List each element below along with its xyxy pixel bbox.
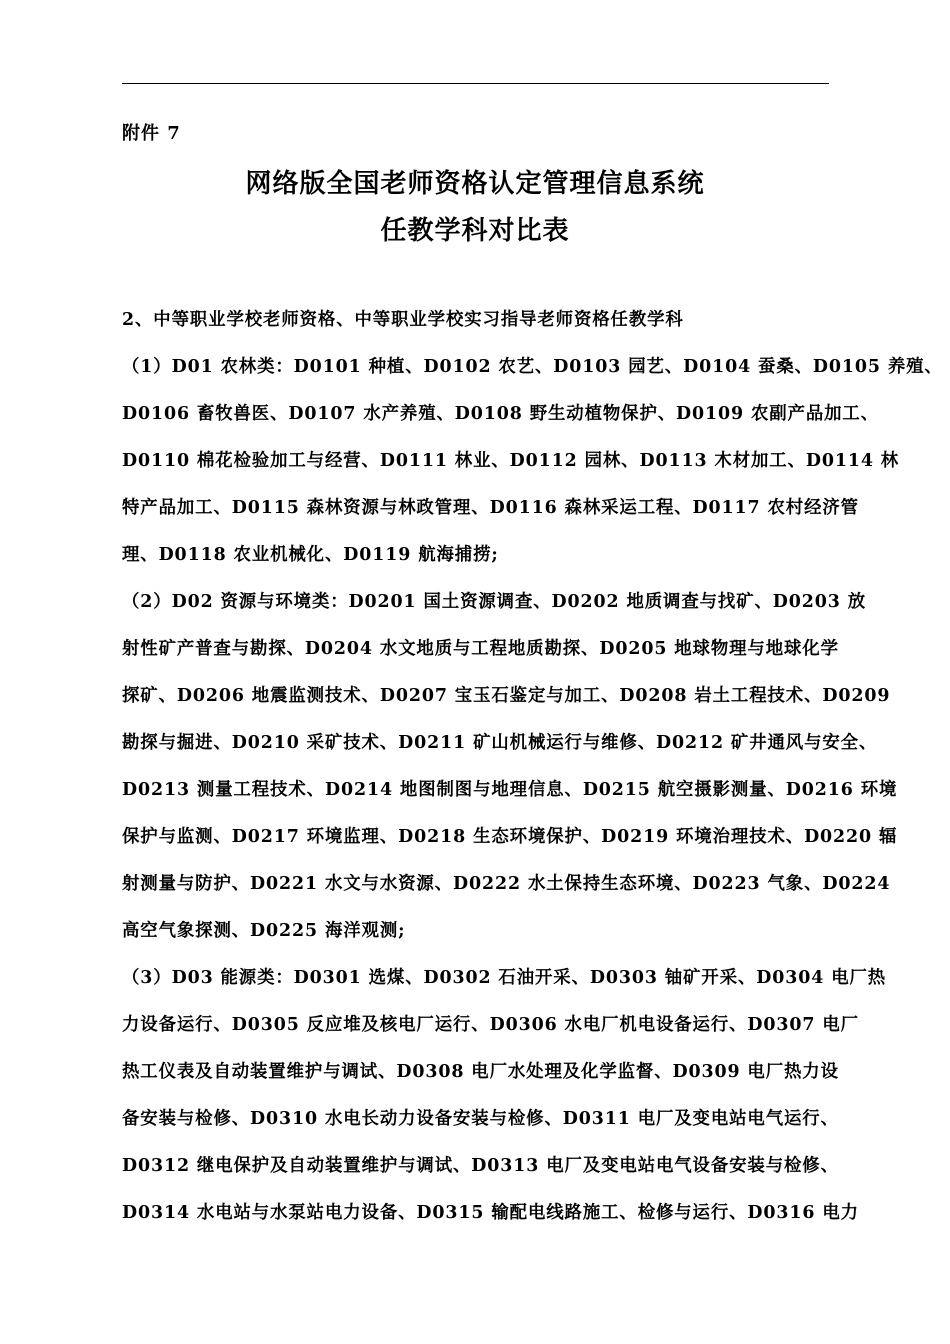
- body-line: （2）D02 资源与环境类：D0201 国土资源调查、D0202 地质调查与找矿、D0203 放: [122, 592, 867, 612]
- body-line: 保护与监测、D0217 环境监理、D0218 生态环境保护、D0219 环境治理技术、D0220 辐: [122, 827, 898, 847]
- body-line: 理、D0118 农业机械化、D0119 航海捕捞;: [122, 545, 499, 565]
- body-line: D0110 棉花检验加工与经营、D0111 林业、D0112 园林、D0113 木材加工、D0114 林: [122, 451, 900, 471]
- body-line: D0314 水电站与水泵站电力设备、D0315 输配电线路施工、检修与运行、D0316 电力: [122, 1203, 859, 1223]
- body-line: 备安装与检修、D0310 水电长动力设备安装与检修、D0311 电厂及变电站电气运行、: [122, 1109, 839, 1129]
- body-line: 2、中等职业学校老师资格、中等职业学校实习指导老师资格任教学科: [122, 310, 684, 330]
- body-line: 射测量与防护、D0221 水文与水资源、D0222 水土保持生态环境、D0223 气象、D0224: [122, 874, 891, 894]
- document-title-line-2: 任教学科对比表: [380, 216, 570, 246]
- body-line: （1）D01 农林类：D0101 种植、D0102 农艺、D0103 园艺、D0104 蚕桑、D0105 养殖、: [122, 357, 943, 377]
- body-line: 力设备运行、D0305 反应堆及核电厂运行、D0306 水电厂机电设备运行、D0307 电厂: [122, 1015, 859, 1035]
- attachment-label: 附件 7: [122, 123, 181, 144]
- body-line: （3）D03 能源类：D0301 选煤、D0302 石油开采、D0303 铀矿开采、D0304 电厂热: [122, 968, 887, 988]
- header-rule: [122, 83, 829, 84]
- body-line: 射性矿产普查与勘探、D0204 水文地质与工程地质勘探、D0205 地球物理与地球化学: [122, 639, 839, 659]
- body-line: 探矿、D0206 地震监测技术、D0207 宝玉石鉴定与加工、D0208 岩土工程技术、D0209: [122, 686, 891, 706]
- body-line: 高空气象探测、D0225 海洋观测;: [122, 921, 406, 941]
- document-body: [122, 305, 943, 1245]
- body-line: D0312 继电保护及自动装置维护与调试、D0313 电厂及变电站电气设备安装与检修、: [122, 1156, 839, 1176]
- body-line: 热工仪表及自动装置维护与调试、D0308 电厂水处理及化学监督、D0309 电厂热力设: [122, 1062, 839, 1082]
- body-line: 勘探与掘进、D0210 采矿技术、D0211 矿山机械运行与维修、D0212 矿井通风与安全、: [122, 733, 878, 753]
- body-line: 特产品加工、D0115 森林资源与林政管理、D0116 森林采运工程、D0117 农村经济管: [122, 498, 859, 518]
- body-line: D0213 测量工程技术、D0214 地图制图与地理信息、D0215 航空摄影测量、D0216 环境: [122, 780, 898, 800]
- document-title-line-1: 网络版全国老师资格认定管理信息系统: [245, 169, 705, 199]
- body-line: D0106 畜牧兽医、D0107 水产养殖、D0108 野生动植物保护、D0109 农副产品加工、: [122, 404, 880, 424]
